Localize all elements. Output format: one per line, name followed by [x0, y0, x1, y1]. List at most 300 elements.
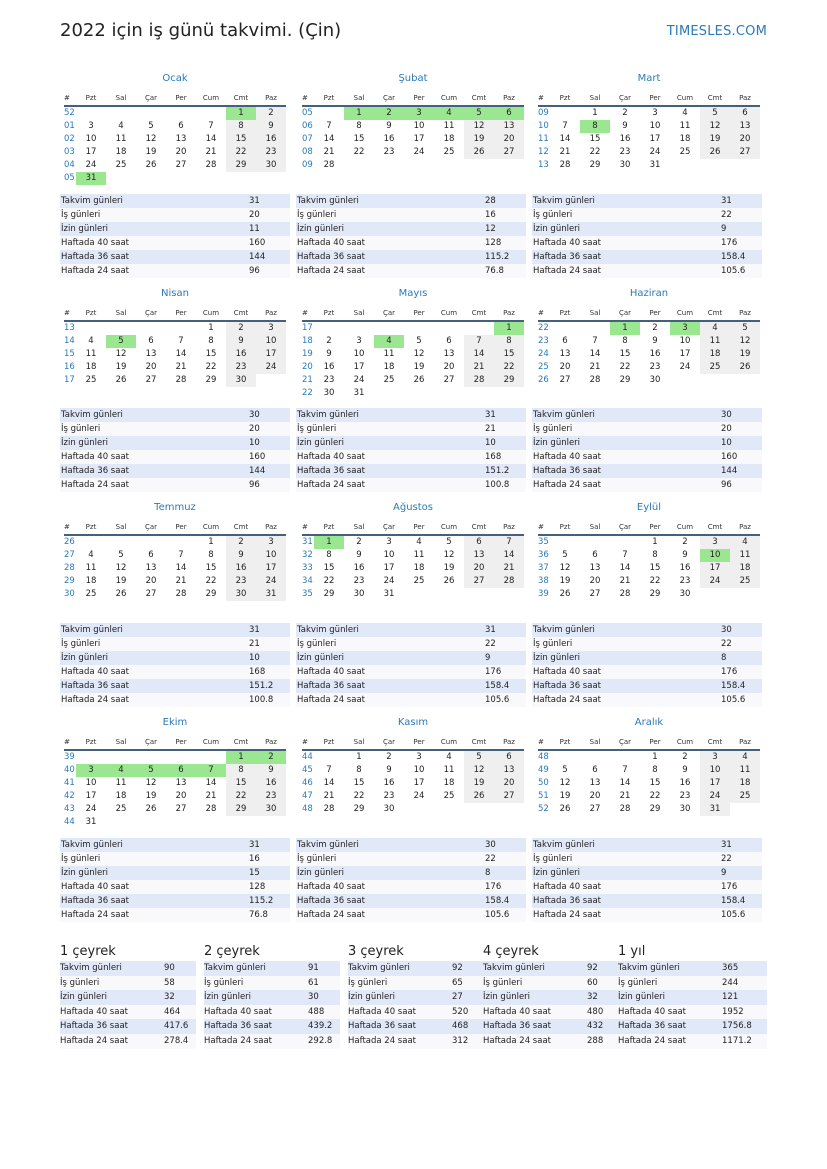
day-cell[interactable]: 1	[494, 322, 524, 335]
day-cell[interactable]: 24	[353, 375, 365, 385]
day-cell[interactable]: 16	[649, 349, 661, 359]
day-cell[interactable]: 17	[413, 778, 425, 788]
day-cell[interactable]: 20	[559, 362, 571, 372]
day-cell[interactable]: 1	[344, 107, 374, 120]
day-cell[interactable]: 10	[413, 121, 425, 131]
day-cell[interactable]: 21	[619, 576, 631, 586]
day-cell[interactable]: 22	[226, 146, 256, 159]
day-cell[interactable]: 3	[652, 108, 658, 118]
day-cell[interactable]: 15	[649, 778, 661, 788]
day-cell[interactable]: 10	[256, 335, 286, 348]
day-cell[interactable]: 9	[386, 765, 392, 775]
day-cell[interactable]: 15	[649, 563, 661, 573]
day-cell[interactable]: 15	[226, 777, 256, 790]
day-cell[interactable]: 28	[559, 160, 571, 170]
day-cell[interactable]: 28	[589, 375, 601, 385]
day-cell[interactable]: 27	[464, 575, 494, 588]
day-cell[interactable]: 9	[386, 121, 392, 131]
day-cell[interactable]: 11	[85, 349, 97, 359]
day-cell[interactable]: 14	[323, 134, 335, 144]
day-cell[interactable]: 28	[619, 589, 631, 599]
day-cell[interactable]: 11	[115, 134, 127, 144]
day-cell[interactable]: 27	[145, 589, 157, 599]
day-cell[interactable]: 5	[562, 550, 568, 560]
day-cell[interactable]: 19	[413, 362, 425, 372]
day-cell[interactable]: 29	[205, 589, 217, 599]
day-cell[interactable]: 8	[326, 550, 332, 560]
day-cell[interactable]: 21	[619, 791, 631, 801]
day-cell[interactable]: 17	[679, 349, 691, 359]
day-cell[interactable]: 15	[205, 563, 217, 573]
day-cell[interactable]: 30	[679, 589, 691, 599]
day-cell[interactable]: 20	[730, 133, 760, 146]
day-cell[interactable]: 24	[256, 361, 286, 374]
day-cell[interactable]: 9	[682, 765, 688, 775]
day-cell[interactable]: 26	[413, 375, 425, 385]
day-cell[interactable]: 6	[148, 550, 154, 560]
day-cell[interactable]: 26	[115, 589, 127, 599]
day-cell[interactable]: 27	[443, 375, 455, 385]
day-cell[interactable]: 18	[85, 576, 97, 586]
day-cell[interactable]: 12	[115, 563, 127, 573]
day-cell[interactable]: 20	[589, 576, 601, 586]
day-cell[interactable]: 16	[226, 562, 256, 575]
day-cell[interactable]: 16	[679, 778, 691, 788]
day-cell[interactable]: 21	[323, 147, 335, 157]
day-cell[interactable]: 31	[353, 388, 365, 398]
day-cell[interactable]: 5	[464, 107, 494, 120]
day-cell[interactable]: 8	[226, 764, 256, 777]
day-cell[interactable]: 14	[619, 778, 631, 788]
day-cell[interactable]: 15	[353, 134, 365, 144]
day-cell[interactable]: 18	[730, 777, 760, 790]
day-cell[interactable]: 5	[562, 765, 568, 775]
day-cell[interactable]: 2	[256, 751, 286, 764]
day-cell[interactable]: 23	[323, 375, 335, 385]
day-cell[interactable]: 20	[494, 777, 524, 790]
day-cell[interactable]: 17	[256, 348, 286, 361]
day-cell[interactable]: 14	[205, 134, 217, 144]
day-cell[interactable]: 1	[610, 322, 640, 335]
day-cell[interactable]: 17	[85, 147, 97, 157]
day-cell[interactable]: 19	[145, 791, 157, 801]
day-cell[interactable]: 12	[559, 563, 571, 573]
day-cell[interactable]: 4	[88, 550, 94, 560]
day-cell[interactable]: 21	[175, 362, 187, 372]
day-cell[interactable]: 8	[226, 120, 256, 133]
day-cell[interactable]: 29	[494, 374, 524, 387]
day-cell[interactable]: 6	[178, 121, 184, 131]
day-cell[interactable]: 8	[622, 336, 628, 346]
day-cell[interactable]: 28	[205, 160, 217, 170]
day-cell[interactable]: 7	[326, 765, 332, 775]
day-cell[interactable]: 9	[356, 550, 362, 560]
day-cell[interactable]: 19	[443, 563, 455, 573]
day-cell[interactable]: 1	[208, 537, 214, 547]
day-cell[interactable]: 1	[226, 751, 256, 764]
day-cell[interactable]: 23	[353, 576, 365, 586]
day-cell[interactable]: 30	[353, 589, 365, 599]
day-cell[interactable]: 24	[649, 147, 661, 157]
day-cell[interactable]: 18	[700, 348, 730, 361]
day-cell[interactable]: 29	[323, 589, 335, 599]
day-cell[interactable]: 26	[464, 146, 494, 159]
day-cell[interactable]: 30	[226, 374, 256, 387]
day-cell[interactable]: 27	[494, 790, 524, 803]
day-cell[interactable]: 25	[383, 375, 395, 385]
day-cell[interactable]: 2	[386, 752, 392, 762]
day-cell[interactable]: 21	[205, 791, 217, 801]
day-cell[interactable]: 22	[494, 361, 524, 374]
day-cell[interactable]: 26	[559, 589, 571, 599]
day-cell[interactable]: 22	[353, 147, 365, 157]
day-cell[interactable]: 28	[175, 589, 187, 599]
day-cell[interactable]: 24	[700, 575, 730, 588]
day-cell[interactable]: 22	[205, 576, 217, 586]
day-cell[interactable]: 27	[494, 146, 524, 159]
day-cell[interactable]: 24	[256, 575, 286, 588]
day-cell[interactable]: 5	[700, 107, 730, 120]
day-cell[interactable]: 23	[226, 361, 256, 374]
day-cell[interactable]: 22	[619, 362, 631, 372]
day-cell[interactable]: 7	[196, 764, 226, 777]
day-cell[interactable]: 2	[356, 537, 362, 547]
day-cell[interactable]: 4	[700, 322, 730, 335]
day-cell[interactable]: 13	[589, 563, 601, 573]
day-cell[interactable]: 18	[730, 562, 760, 575]
day-cell[interactable]: 27	[175, 160, 187, 170]
day-cell[interactable]: 2	[256, 107, 286, 120]
day-cell[interactable]: 25	[730, 790, 760, 803]
day-cell[interactable]: 28	[619, 804, 631, 814]
day-cell[interactable]: 12	[115, 349, 127, 359]
day-cell[interactable]: 12	[464, 764, 494, 777]
day-cell[interactable]: 21	[464, 361, 494, 374]
day-cell[interactable]: 7	[622, 550, 628, 560]
day-cell[interactable]: 1	[226, 107, 256, 120]
day-cell[interactable]: 10	[85, 778, 97, 788]
day-cell[interactable]: 22	[226, 790, 256, 803]
day-cell[interactable]: 11	[700, 335, 730, 348]
day-cell[interactable]: 7	[178, 336, 184, 346]
day-cell[interactable]: 24	[413, 791, 425, 801]
day-cell[interactable]: 23	[226, 575, 256, 588]
day-cell[interactable]: 17	[383, 563, 395, 573]
day-cell[interactable]: 17	[649, 134, 661, 144]
day-cell[interactable]: 5	[106, 335, 136, 348]
day-cell[interactable]: 26	[464, 790, 494, 803]
day-cell[interactable]: 2	[652, 323, 658, 333]
day-cell[interactable]: 1	[652, 537, 658, 547]
day-cell[interactable]: 24	[85, 804, 97, 814]
day-cell[interactable]: 29	[226, 803, 256, 816]
day-cell[interactable]: 11	[679, 121, 691, 131]
day-cell[interactable]: 30	[256, 803, 286, 816]
day-cell[interactable]: 13	[145, 563, 157, 573]
day-cell[interactable]: 12	[413, 349, 425, 359]
day-cell[interactable]: 19	[700, 133, 730, 146]
day-cell[interactable]: 23	[679, 791, 691, 801]
day-cell[interactable]: 1	[652, 752, 658, 762]
day-cell[interactable]: 8	[580, 120, 610, 133]
day-cell[interactable]: 4	[434, 107, 464, 120]
day-cell[interactable]: 3	[356, 336, 362, 346]
day-cell[interactable]: 28	[464, 374, 494, 387]
day-cell[interactable]: 19	[464, 777, 494, 790]
day-cell[interactable]: 13	[464, 549, 494, 562]
day-cell[interactable]: 13	[494, 764, 524, 777]
day-cell[interactable]: 3	[700, 751, 730, 764]
day-cell[interactable]: 31	[76, 172, 106, 185]
day-cell[interactable]: 1	[208, 323, 214, 333]
day-cell[interactable]: 27	[730, 146, 760, 159]
day-cell[interactable]: 7	[562, 121, 568, 131]
day-cell[interactable]: 20	[589, 791, 601, 801]
day-cell[interactable]: 4	[88, 336, 94, 346]
day-cell[interactable]: 26	[115, 375, 127, 385]
day-cell[interactable]: 3	[256, 322, 286, 335]
day-cell[interactable]: 2	[682, 537, 688, 547]
day-cell[interactable]: 6	[562, 336, 568, 346]
day-cell[interactable]: 18	[383, 362, 395, 372]
day-cell[interactable]: 14	[175, 563, 187, 573]
day-cell[interactable]: 23	[256, 790, 286, 803]
day-cell[interactable]: 29	[205, 375, 217, 385]
day-cell[interactable]: 1	[356, 752, 362, 762]
day-cell[interactable]: 14	[323, 778, 335, 788]
day-cell[interactable]: 5	[464, 751, 494, 764]
day-cell[interactable]: 31	[383, 589, 395, 599]
day-cell[interactable]: 24	[700, 790, 730, 803]
day-cell[interactable]: 25	[700, 361, 730, 374]
day-cell[interactable]: 4	[682, 108, 688, 118]
day-cell[interactable]: 18	[115, 791, 127, 801]
day-cell[interactable]: 5	[148, 121, 154, 131]
day-cell[interactable]: 11	[115, 778, 127, 788]
day-cell[interactable]: 8	[208, 336, 214, 346]
day-cell[interactable]: 6	[592, 765, 598, 775]
day-cell[interactable]: 30	[226, 588, 256, 601]
day-cell[interactable]: 18	[443, 778, 455, 788]
day-cell[interactable]: 24	[413, 147, 425, 157]
day-cell[interactable]: 15	[323, 563, 335, 573]
day-cell[interactable]: 22	[205, 362, 217, 372]
day-cell[interactable]: 27	[145, 375, 157, 385]
day-cell[interactable]: 9	[326, 349, 332, 359]
day-cell[interactable]: 26	[443, 576, 455, 586]
day-cell[interactable]: 30	[619, 160, 631, 170]
day-cell[interactable]: 18	[679, 134, 691, 144]
day-cell[interactable]: 4	[730, 751, 760, 764]
day-cell[interactable]: 13	[175, 778, 187, 788]
day-cell[interactable]: 10	[256, 549, 286, 562]
day-cell[interactable]: 15	[353, 778, 365, 788]
day-cell[interactable]: 5	[118, 550, 124, 560]
day-cell[interactable]: 30	[679, 804, 691, 814]
day-cell[interactable]: 17	[413, 134, 425, 144]
day-cell[interactable]: 3	[256, 536, 286, 549]
day-cell[interactable]: 10	[85, 134, 97, 144]
day-cell[interactable]: 14	[559, 134, 571, 144]
day-cell[interactable]: 11	[730, 549, 760, 562]
day-cell[interactable]: 31	[256, 588, 286, 601]
day-cell[interactable]: 12	[443, 550, 455, 560]
day-cell[interactable]: 12	[700, 120, 730, 133]
day-cell[interactable]: 25	[679, 147, 691, 157]
day-cell[interactable]: 15	[494, 348, 524, 361]
day-cell[interactable]: 9	[682, 550, 688, 560]
day-cell[interactable]: 31	[649, 160, 661, 170]
day-cell[interactable]: 20	[175, 791, 187, 801]
day-cell[interactable]: 11	[443, 121, 455, 131]
day-cell[interactable]: 20	[145, 362, 157, 372]
day-cell[interactable]: 29	[649, 804, 661, 814]
day-cell[interactable]: 16	[619, 134, 631, 144]
day-cell[interactable]: 18	[85, 362, 97, 372]
day-cell[interactable]: 29	[649, 589, 661, 599]
day-cell[interactable]: 26	[145, 804, 157, 814]
day-cell[interactable]: 16	[256, 777, 286, 790]
day-cell[interactable]: 25	[115, 160, 127, 170]
day-cell[interactable]: 16	[226, 348, 256, 361]
day-cell[interactable]: 18	[413, 563, 425, 573]
day-cell[interactable]: 4	[374, 335, 404, 348]
day-cell[interactable]: 3	[416, 752, 422, 762]
day-cell[interactable]: 2	[622, 108, 628, 118]
day-cell[interactable]: 30	[323, 388, 335, 398]
day-cell[interactable]: 22	[353, 791, 365, 801]
day-cell[interactable]: 20	[145, 576, 157, 586]
day-cell[interactable]: 3	[88, 121, 94, 131]
day-cell[interactable]: 15	[619, 349, 631, 359]
day-cell[interactable]: 4	[118, 121, 124, 131]
day-cell[interactable]: 29	[226, 159, 256, 172]
day-cell[interactable]: 23	[383, 147, 395, 157]
day-cell[interactable]: 17	[85, 791, 97, 801]
day-cell[interactable]: 12	[145, 134, 157, 144]
day-cell[interactable]: 1	[592, 108, 598, 118]
day-cell[interactable]: 14	[494, 549, 524, 562]
day-cell[interactable]: 19	[559, 791, 571, 801]
day-cell[interactable]: 12	[559, 778, 571, 788]
day-cell[interactable]: 27	[559, 375, 571, 385]
day-cell[interactable]: 6	[592, 550, 598, 560]
day-cell[interactable]: 10	[700, 764, 730, 777]
day-cell[interactable]: 9	[226, 335, 256, 348]
day-cell[interactable]: 7	[494, 536, 524, 549]
day-cell[interactable]: 8	[652, 550, 658, 560]
day-cell[interactable]: 9	[226, 549, 256, 562]
day-cell[interactable]: 6	[166, 764, 196, 777]
day-cell[interactable]: 9	[652, 336, 658, 346]
day-cell[interactable]: 2	[226, 322, 256, 335]
day-cell[interactable]: 15	[589, 134, 601, 144]
day-cell[interactable]: 23	[619, 147, 631, 157]
day-cell[interactable]: 4	[106, 764, 136, 777]
day-cell[interactable]: 4	[446, 752, 452, 762]
day-cell[interactable]: 8	[356, 121, 362, 131]
day-cell[interactable]: 31	[85, 817, 97, 827]
day-cell[interactable]: 8	[652, 765, 658, 775]
day-cell[interactable]: 14	[175, 349, 187, 359]
day-cell[interactable]: 22	[589, 147, 601, 157]
day-cell[interactable]: 25	[413, 576, 425, 586]
day-cell[interactable]: 21	[559, 147, 571, 157]
day-cell[interactable]: 10	[383, 550, 395, 560]
day-cell[interactable]: 25	[443, 791, 455, 801]
day-cell[interactable]: 27	[589, 804, 601, 814]
day-cell[interactable]: 9	[622, 121, 628, 131]
day-cell[interactable]: 26	[559, 804, 571, 814]
day-cell[interactable]: 6	[730, 107, 760, 120]
day-cell[interactable]: 26	[700, 146, 730, 159]
day-cell[interactable]: 3	[670, 322, 700, 335]
day-cell[interactable]: 23	[679, 576, 691, 586]
day-cell[interactable]: 21	[175, 576, 187, 586]
day-cell[interactable]: 17	[700, 777, 730, 790]
day-cell[interactable]: 24	[383, 576, 395, 586]
day-cell[interactable]: 28	[323, 804, 335, 814]
day-cell[interactable]: 3	[386, 537, 392, 547]
day-cell[interactable]: 3	[700, 536, 730, 549]
day-cell[interactable]: 19	[464, 133, 494, 146]
day-cell[interactable]: 17	[256, 562, 286, 575]
day-cell[interactable]: 7	[622, 765, 628, 775]
day-cell[interactable]: 25	[443, 147, 455, 157]
day-cell[interactable]: 9	[256, 120, 286, 133]
day-cell[interactable]: 12	[464, 120, 494, 133]
day-cell[interactable]: 4	[730, 536, 760, 549]
day-cell[interactable]: 20	[443, 362, 455, 372]
day-cell[interactable]: 11	[730, 764, 760, 777]
day-cell[interactable]: 6	[446, 336, 452, 346]
day-cell[interactable]: 28	[175, 375, 187, 385]
day-cell[interactable]: 25	[85, 375, 97, 385]
day-cell[interactable]: 3	[76, 764, 106, 777]
day-cell[interactable]: 22	[649, 576, 661, 586]
day-cell[interactable]: 2	[226, 536, 256, 549]
day-cell[interactable]: 17	[353, 362, 365, 372]
day-cell[interactable]: 21	[494, 562, 524, 575]
day-cell[interactable]: 14	[464, 348, 494, 361]
day-cell[interactable]: 4	[416, 537, 422, 547]
day-cell[interactable]: 10	[413, 765, 425, 775]
day-cell[interactable]: 2	[326, 336, 332, 346]
day-cell[interactable]: 17	[700, 562, 730, 575]
day-cell[interactable]: 7	[592, 336, 598, 346]
day-cell[interactable]: 5	[416, 336, 422, 346]
day-cell[interactable]: 24	[85, 160, 97, 170]
day-cell[interactable]: 16	[679, 563, 691, 573]
day-cell[interactable]: 8	[494, 335, 524, 348]
day-cell[interactable]: 23	[383, 791, 395, 801]
day-cell[interactable]: 30	[649, 375, 661, 385]
day-cell[interactable]: 19	[115, 576, 127, 586]
day-cell[interactable]: 15	[226, 133, 256, 146]
day-cell[interactable]: 28	[323, 160, 335, 170]
day-cell[interactable]: 16	[353, 563, 365, 573]
day-cell[interactable]: 20	[175, 147, 187, 157]
day-cell[interactable]: 30	[256, 159, 286, 172]
day-cell[interactable]: 14	[205, 778, 217, 788]
day-cell[interactable]: 20	[494, 133, 524, 146]
day-cell[interactable]: 25	[730, 575, 760, 588]
day-cell[interactable]: 31	[700, 803, 730, 816]
day-cell[interactable]: 21	[205, 147, 217, 157]
day-cell[interactable]: 16	[383, 134, 395, 144]
day-cell[interactable]: 23	[256, 146, 286, 159]
day-cell[interactable]: 26	[145, 160, 157, 170]
